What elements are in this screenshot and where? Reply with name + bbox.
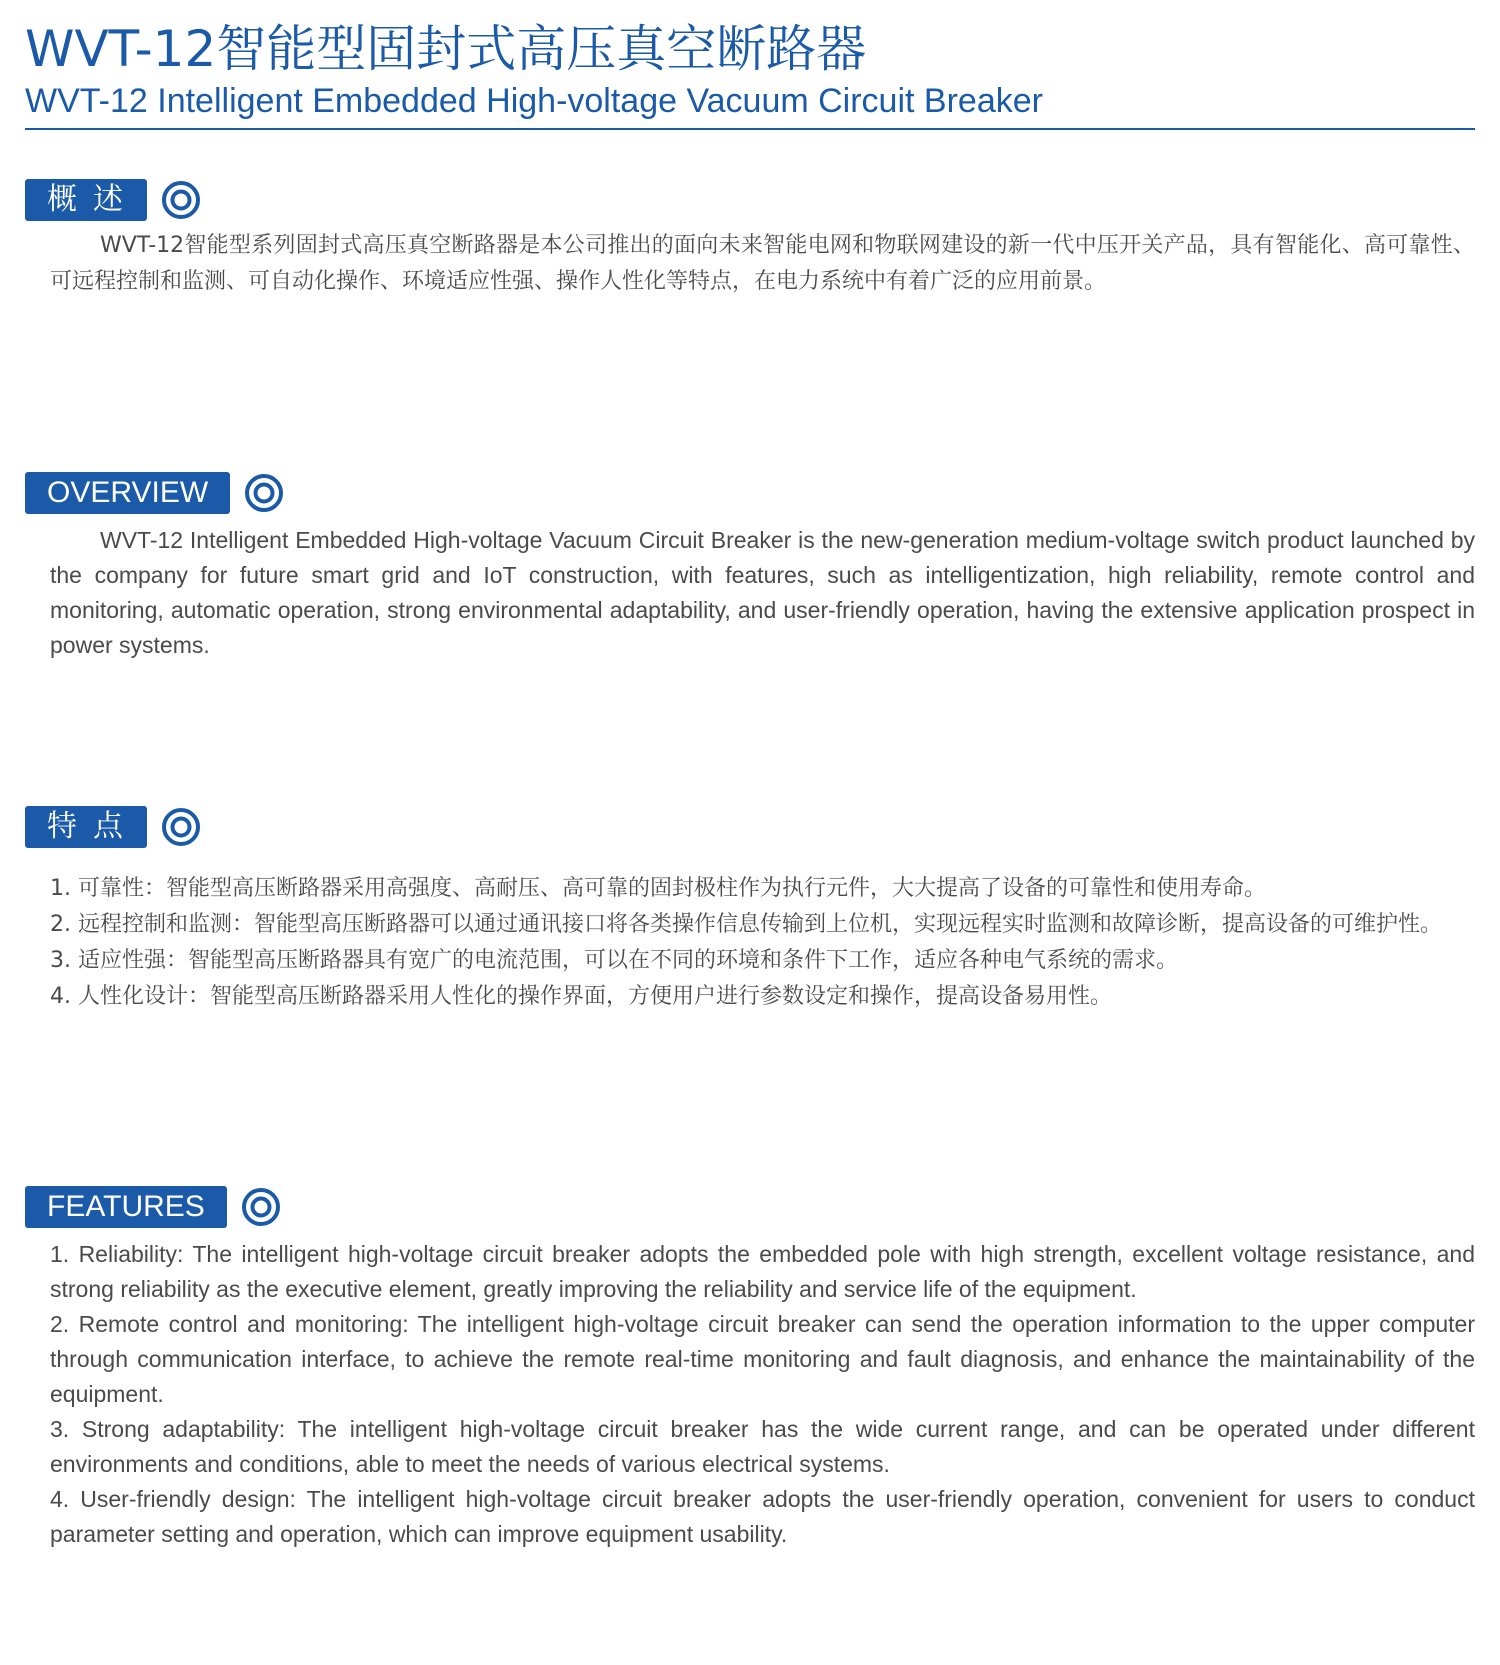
- features-cn-list: [50, 871, 1475, 1015]
- overview-en-text: WVT-12 Intelligent Embedded High-voltage Vacuum Circuit Breaker is the new-generation medium-voltage switch product launched by the company for future smart grid and IoT construction, with features, such as intelligentization, high reliability, remote control and monitoring, automatic operation, strong environmental adaptability, and user-friendly operation, having the extensive application prospect in power systems.: [50, 527, 1475, 658]
- page-header: [25, 18, 1475, 130]
- section-header: [25, 178, 1475, 222]
- section-label-overview-en: OVERVIEW: [25, 472, 230, 514]
- overview-cn-text: WVT-12智能型系列固封式高压真空断路器是本公司推出的面向未来智能电网和物联网建设的新一代中压开关产品，具有智能化、高可靠性、可远程控制和监测、可自动化操作、环境适应性强、操作人性化等特点，在电力系统中有着广泛的应用前景。: [50, 233, 1475, 294]
- features-en-section: [25, 1185, 1475, 1552]
- list-item: 4. 人性化设计：智能型高压断路器采用人性化的操作界面，方便用户进行参数设定和操作，提高设备易用性。: [50, 984, 1112, 1009]
- features-cn-section: [25, 805, 1475, 1015]
- section-label-features-en: FEATURES: [25, 1186, 227, 1228]
- page-title-en: WVT-12 Intelligent Embedded High-voltage Vacuum Circuit Breaker: [25, 82, 1043, 120]
- list-item: 1. Reliability: The intelligent high-voltage circuit breaker adopts the embedded pole with high strength, excellent voltage resistance, and strong reliability as the executive element, greatly improving the reliability and service life of the equipment.: [50, 1241, 1475, 1302]
- list-item: 3. Strong adaptability: The intelligent high-voltage circuit breaker has the wide current range, and can be operated under different environments and conditions, able to meet the needs of various electrical systems.: [50, 1416, 1475, 1477]
- section-header: [25, 471, 1475, 515]
- section-label-overview-cn: 概述: [25, 179, 147, 221]
- section-header: [25, 1185, 1475, 1229]
- target-icon: [244, 473, 284, 513]
- target-icon: [161, 180, 201, 220]
- target-icon: [161, 807, 201, 847]
- section-header: [25, 805, 1475, 849]
- page-title-cn: WVT-12智能型固封式高压真空断路器: [25, 20, 867, 78]
- section-label-features-cn: 特点: [25, 806, 147, 848]
- target-icon: [241, 1187, 281, 1227]
- overview-en-section: [25, 471, 1475, 663]
- list-item: 3. 适应性强：智能型高压断路器具有宽广的电流范围，可以在不同的环境和条件下工作，适应各种电气系统的需求。: [50, 948, 1178, 973]
- features-en-list: [50, 1237, 1475, 1552]
- list-item: 2. Remote control and monitoring: The intelligent high-voltage circuit breaker can send the operation information to the upper computer through communication interface, to achieve the remote real-time monitoring and fault diagnosis, and enhance the maintainability of the equipment.: [50, 1311, 1475, 1407]
- list-item: 1. 可靠性：智能型高压断路器采用高强度、高耐压、高可靠的固封极柱作为执行元件，大大提高了设备的可靠性和使用寿命。: [50, 876, 1266, 901]
- list-item: 4. User-friendly design: The intelligent high-voltage circuit breaker adopts the user-friendly operation, convenient for users to conduct parameter setting and operation, which can improve equipment usability.: [50, 1486, 1475, 1547]
- list-item: 2. 远程控制和监测：智能型高压断路器可以通过通讯接口将各类操作信息传输到上位机，实现远程实时监测和故障诊断，提高设备的可维护性。: [50, 912, 1442, 937]
- overview-cn-section: [25, 178, 1475, 300]
